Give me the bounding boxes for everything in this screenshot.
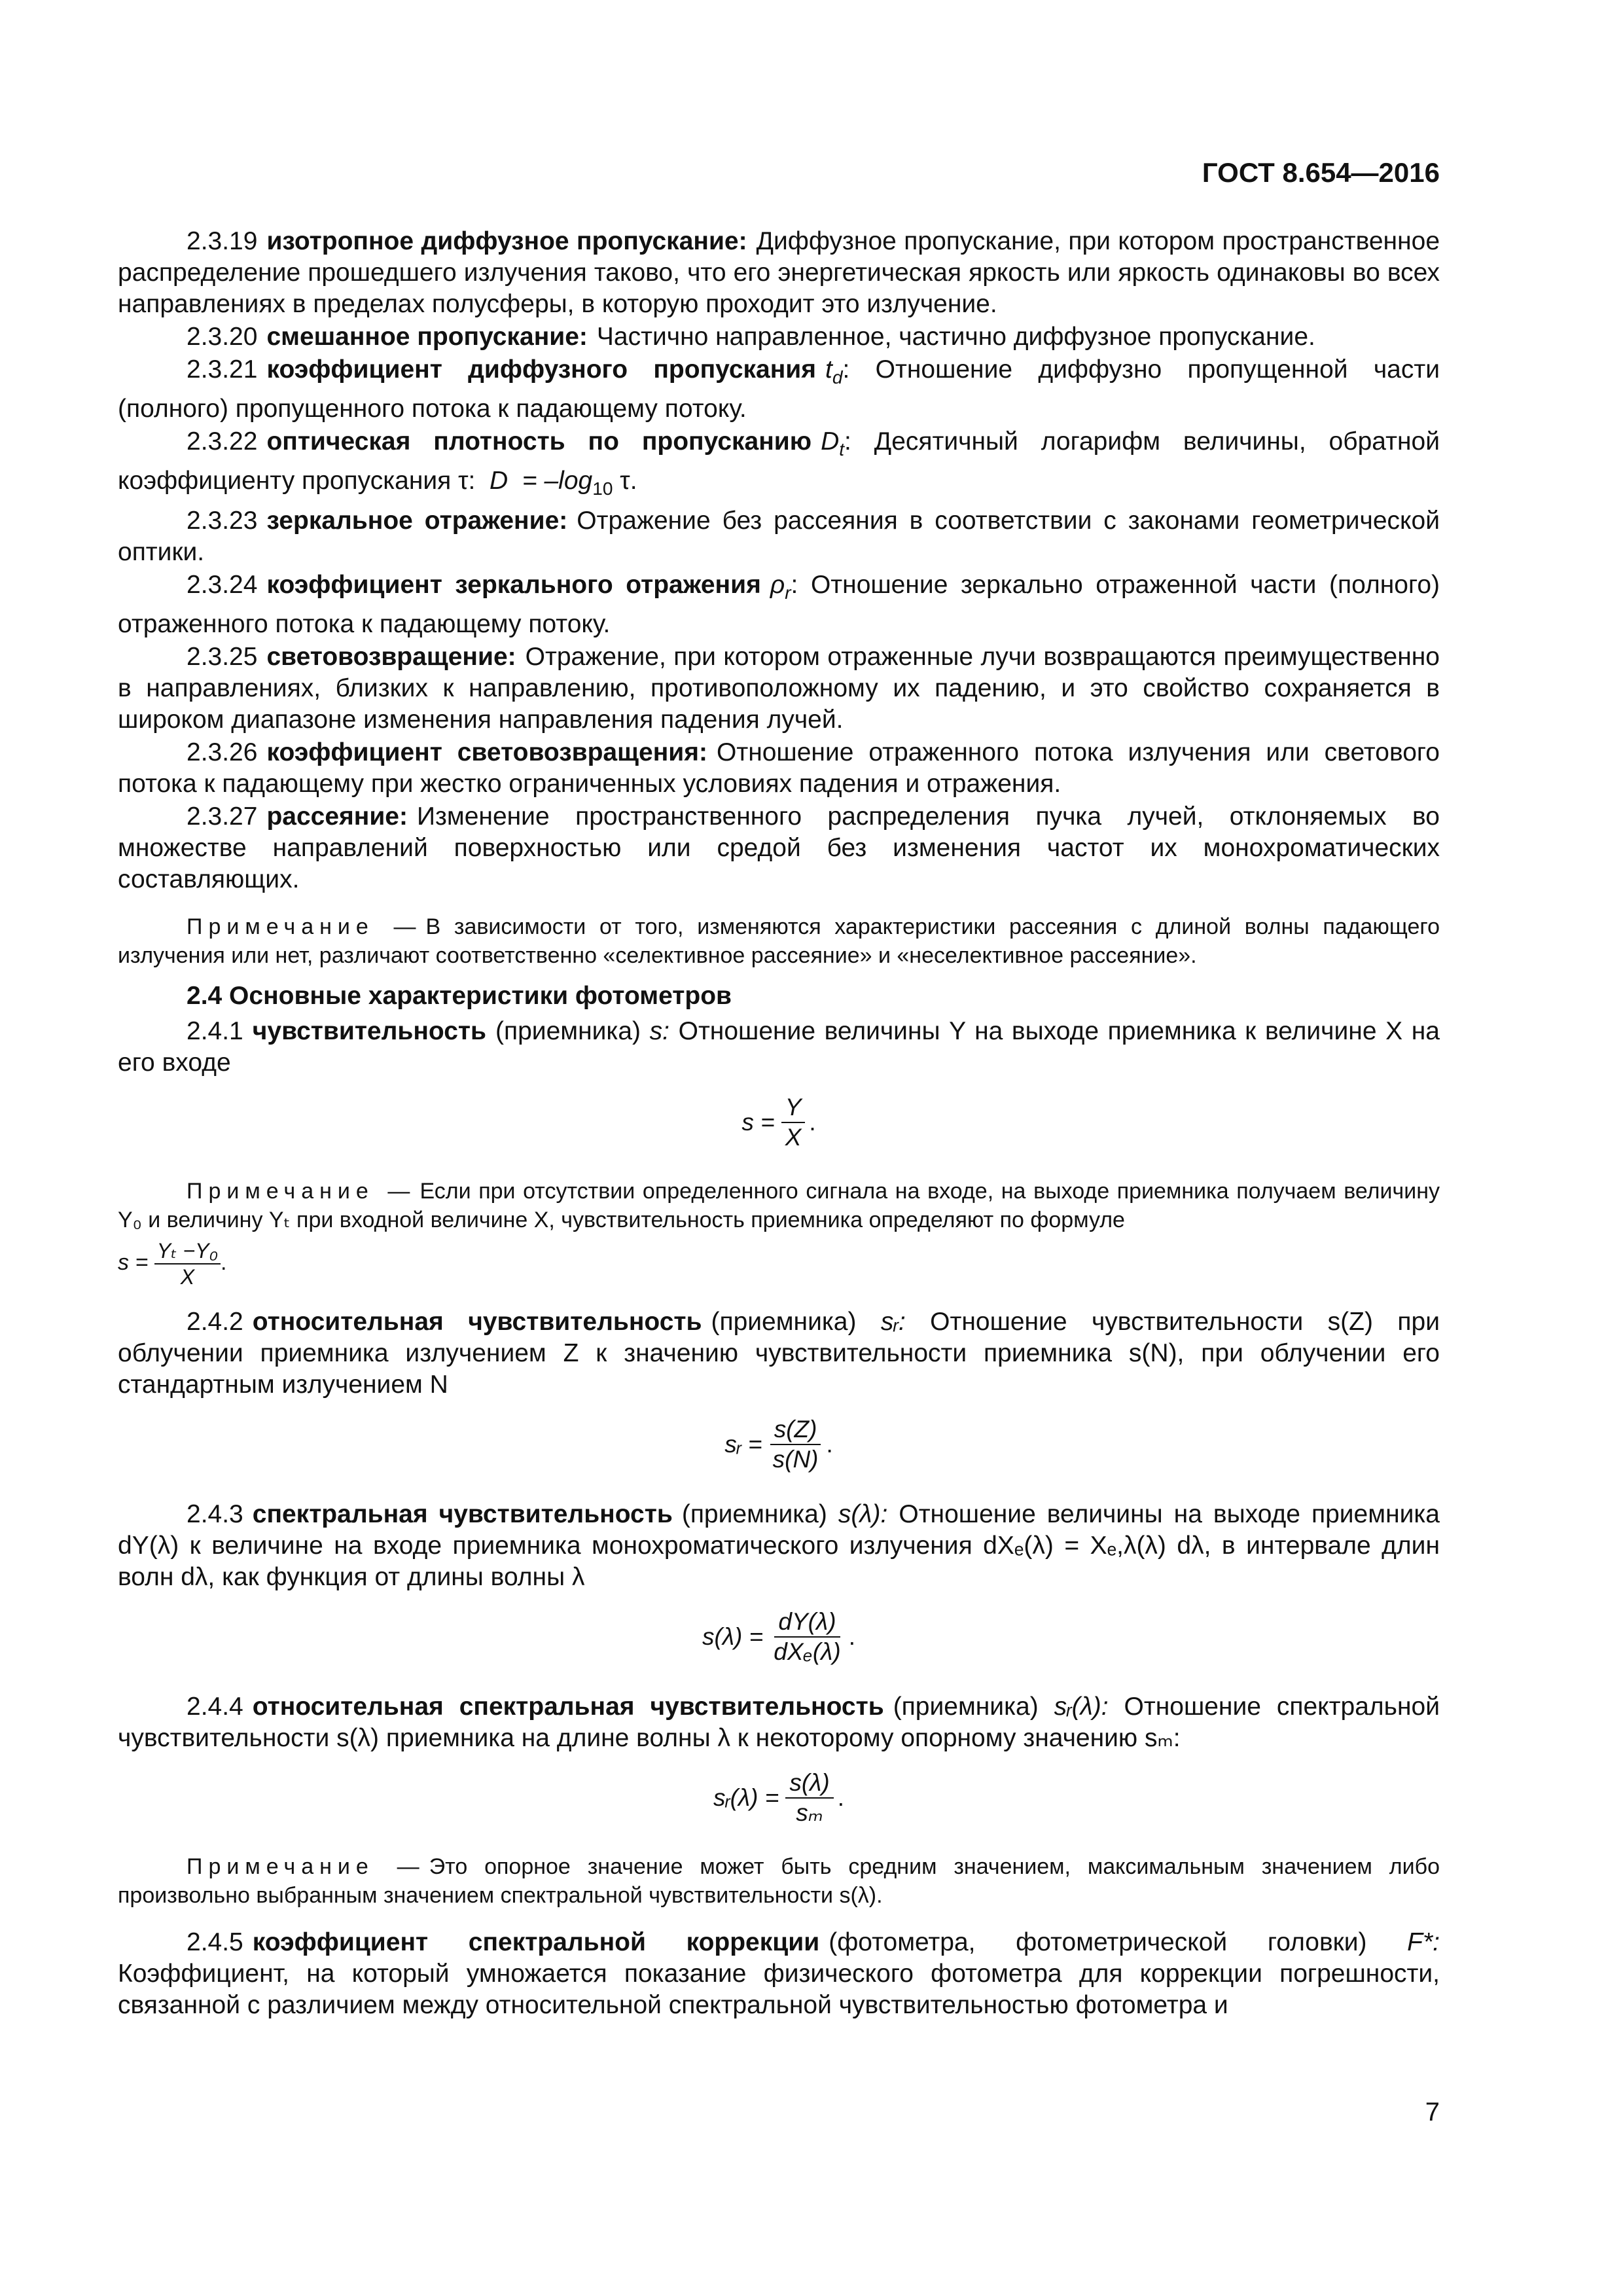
entry-2-4-5: 2.4.5 коэффициент спектральной коррекции (фотометра, фотометрической головки) F*: Коэффициент, на который умножается показание физического фотометра для коррекции погрешности, связанной с различием между относительной спектральной чувствительностью фотометра и <box>118 1928 1440 2020</box>
entry-2-3-19: 2.3.19 изотропное диффузное пропускание: Диффузное пропускание, при котором пространственное распределение прошедшего излучения таково, что его энергетическая яркость или яркость одинаковы во всех направлениях в пределах полусферы, в которую проходит это излучение. <box>118 227 1440 318</box>
entry-2-4-3: 2.4.3 спектральная чувствительность (приемника) s(λ): Отношение величины на выходе приемника dY(λ) к величине на входе приемника монохроматического излучения dXₑ(λ) = Xₑ,λ(λ) dλ, в интервале длин волн dλ, как функция от длины волны λ <box>118 1500 1440 1592</box>
note-scattering: Примечание — В зависимости от того, изменяются характеристики рассеяния с длиной волны падающего излучения или нет, различают соответственно «селективное рассеяние» и «неселективное рассеяние». <box>118 914 1440 969</box>
entry-2-3-27: 2.3.27 рассеяние: Изменение пространственного распределения пучка лучей, отклоняемых во множестве направлений поверхностью или средой без изменения частот их монохроматических составляющих. <box>118 802 1440 894</box>
entry-2-3-22: 2.3.22 оптическая плотность по пропусканию $D_t$: Десятичный логарифм величины, обратной коэффициенту пропускания τ: $D = -\log_{10}$ τ. <box>118 427 1440 499</box>
entry-2-3-21: 2.3.21 коэффициент диффузного пропускания $t_d$: Отношение диффузно пропущенной части (полного) пропущенного потока к падающему потоку. <box>118 355 1440 423</box>
entry-2-3-25: 2.3.25 световозвращение: Отражение, при котором отраженные лучи возвращаются преимущественно в направлениях, близких к направлению, противоположному их падению, и это свойство сохраняется в широком диапазоне изменения направления падения лучей. <box>118 643 1440 734</box>
note-sensitivity-formula: s = $\frac{\text{Yₜ −Y₀}}{X}$ . <box>118 1239 227 1289</box>
formula-relative-sensitivity: sᵣ = $\frac{s(Z)}{s(N)}$ . <box>724 1416 833 1473</box>
entry-2-3-20: 2.3.20 смешанное пропускание: Частично направленное, частично диффузное пропускание. <box>187 323 1315 351</box>
document-code: ГОСТ 8.654—2016 <box>1202 157 1440 188</box>
note-sensitivity: Примечание — Если при отсутствии определенного сигнала на входе, на выходе приемника получаем величину Y₀ и величину Yₜ при входной величине X, чувствительность приемника определяют по формуле <box>118 1179 1440 1233</box>
formula-sensitivity: s = $\frac{Y}{X}$ . <box>741 1094 816 1151</box>
entry-2-4-1: 2.4.1 чувствительность (приемника) s: Отношение величины Y на выходе приемника к величине X на его входе <box>118 1017 1440 1077</box>
entry-2-3-26: 2.3.26 коэффициент световозвращения: Отношение отраженного потока излучения или светового потока к падающему при жестко ограниченных условиях падения и отражения. <box>118 738 1440 798</box>
entry-2-3-24: 2.3.24 коэффициент зеркального отражения $\rho_r$: Отношение зеркально отраженной части (полного) отраженного потока к падающему потоку. <box>118 571 1440 639</box>
entry-2-3-23: 2.3.23 зеркальное отражение: Отражение без рассеяния в соответствии с законами геометрической оптики. <box>118 507 1440 567</box>
page-number: 7 <box>1425 2098 1440 2126</box>
entry-2-4-4: 2.4.4 относительная спектральная чувствительность (приемника) sᵣ(λ): Отношение спектральной чувствительности s(λ) приемника на длине волны λ к некоторому опорному значению sₘ: <box>118 1693 1440 1753</box>
formula-spectral-sensitivity: s(λ) = $\frac{dY(\lambda)}{\text{dXₑ(λ)}}$ . <box>702 1608 855 1666</box>
section-title: 2.4 Основные характеристики фотометров <box>187 982 732 1011</box>
note-reference-value: Примечание — Это опорное значение может быть средним значением, максимальным значением либо произвольно выбранным значением спектральной чувствительности s(λ). <box>118 1854 1440 1909</box>
entry-2-4-2: 2.4.2 относительная чувствительность (приемника) sᵣ: Отношение чувствительности s(Z) при облучении приемника излучением Z к значению чувствительности приемника s(N), при облучении его стандартным излучением N <box>118 1308 1440 1399</box>
document-body <box>118 226 1440 2022</box>
formula-relative-spectral-sensitivity: sᵣ(λ) = $\frac{s(\lambda)}{\text{sₘ}}$ . <box>713 1769 844 1827</box>
